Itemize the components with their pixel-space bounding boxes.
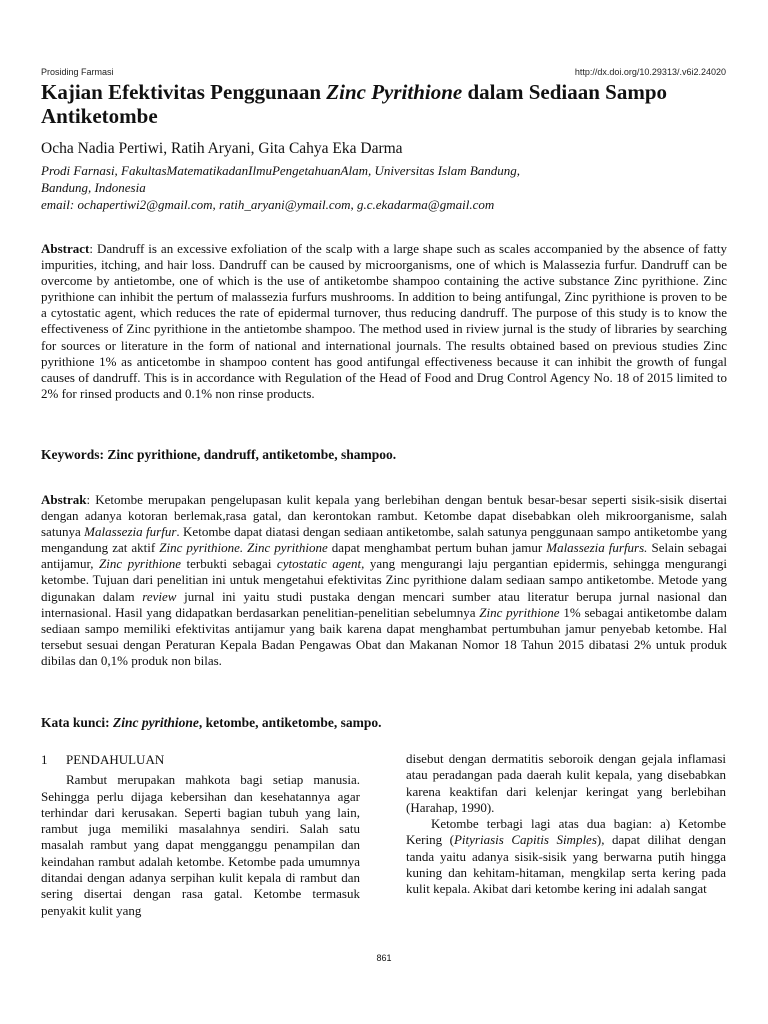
paper-title: Kajian Efektivitas Penggunaan Zinc Pyrithione dalam Sediaan Sampo Antiketombe — [41, 80, 668, 128]
page-number: 861 — [376, 953, 392, 963]
affiliation-city: Bandung, Indonesia — [41, 180, 146, 195]
abstract-indonesian: Abstrak: Ketombe merupakan pengelupasan kulit kepala yang berlebihan dengan bentuk besar-besar seperti sisik-sisik disertai dengan adanya kotoran berlemak,rasa gatal, dan kerontokan rambut. Ketombe dapat disebabkan oleh mikroorganisme, salah satunya Malassezia furfur. Ketombe dapat diatasi dengan sediaan antiketombe, salah satunya penggunaan sampo antiketombe yang mengandung zat aktif Zinc pyrithione. Zinc pyrithione dapat menghambat pertum buhan jamur Malassezia furfurs. Selain sebagai antijamur, Zinc pyrithione terbukti sebagai cytostatic agent, yang mengurangi laju pergantian epidermis, sehingga mengurangi ketombe. Tujuan dari penelitian ini untuk mengetahui efektivitas Zinc pyrithione dalam sediaan sampo antiketombe. Metode yang digunakan dalam review jurnal ini yaitu studi pustaka dengan mencari sumber atau literatur berupa jurnal nasional dan internasional. Hasil yang didapatkan berdasarkan penelitian-penelitian sebelumnya Zinc pyrithione 1% sebagai antiketombe dalam sediaan sampo memiliki efektivitas antijamur yang baik karena dapat menghambat pertumbuhan jamur penyebab ketombe. Hal tersebut sesuai dengan Peraturan Kepala Badan Pengawas Obat dan Makanan Nomor 18 Tahun 2015 dibatasi 2% untuk produk dibilas dan 0,1% produk non bilas. — [41, 492, 728, 668]
left-column — [41, 752, 360, 919]
abstract-english: Abstract: Dandruff is an excessive exfoliation of the scalp with a large shape such as scales accompanied by the absence of fatty impurities, itching, and hair loss. Dandruff can be caused by microorganisms, one of which is Malassezia furfur. Dandruff can be overcome by antietombe, one of which is the use of antiketombe shampoo containing the active substance Zinc pyrithione. Zinc pyrithione can inhibit the pertum of malassezia furfurs mushrooms. In addition to being antifungal, Zinc pyrithione is proven to be a cytostatic agent, which reduces the rate of epidermal turnover, thus reducing dandruff. The purpose of this study is to know the effectiveness of Zinc pyrithione in the antietombe shampoo. The method used in riview jurnal is the study of libraries by searching for sources or literature in the form of national and international journals. The results obtained based on previous studies Zinc pyrithione 1% as anticetombe in shampoo content has good antifungal effectiveness because it can inhibit the growth of fungal causes of dandruff. This is in accordance with Regulation of the Head of Food and Drug Control Agency No. 18 of 2015 limited to 2% for rinsed products and 0.1% non rinse products. — [41, 241, 727, 401]
right-column — [406, 751, 726, 898]
journal-name: Prosiding Farmasi — [41, 67, 114, 77]
section-heading — [41, 752, 360, 768]
paragraph: Rambut merupakan mahkota bagi setiap manusia. Sehingga perlu dijaga kebersihan dan kesehatannya agar terhindar dari kerusakan. Seperti bagian tubuh yang lain, rambut juga memiliki masalahnya sendiri. Salah satu masalah rambut yang dapat mengganggu penampilan dan keindahan rambut adalah ketombe. Ketombe pada umumnya ditandai dengan adanya serpihan kulit kepala di rambut dan sering disertai dengan rasa gatal. Ketombe termasuk penyakit kulit yang — [41, 772, 360, 918]
keywords-english: Keywords: Zinc pyrithione, dandruff, antiketombe, shampoo. — [41, 447, 397, 462]
doi-link[interactable]: http://dx.doi.org/10.29313/.v6i2.24020 — [574, 67, 726, 77]
abstrak-label: Abstrak — [41, 492, 87, 507]
paragraph: disebut dengan dermatitis seboroik dengan gejala inflamasi atau peradangan pada daerah kulit kepala, yang disebabkan karena keaktifan dari kelenjar keringat yang berlebihan (Harahap, 1990). — [406, 751, 726, 815]
author-emails: email: ochapertiwi2@gmail.com, ratih_aryani@ymail.com, g.c.ekadarma@gmail.com — [41, 197, 495, 212]
authors: Ocha Nadia Pertiwi, Ratih Aryani, Gita Cahya Eka Darma — [41, 140, 403, 157]
affiliation — [41, 162, 731, 213]
abstract-label: Abstract — [41, 241, 90, 256]
section-number: 1 — [41, 752, 48, 767]
section-title: PENDAHULUAN — [66, 752, 165, 767]
paragraph: Ketombe terbagi lagi atas dua bagian: a) Ketombe Kering (Pityriasis Capitis Simples), dapat dilihat dengan tanda yaitu adanya sisik-sisik yang berwarna putih hingga kuning dan kehitam-hitaman, mengkilap serta kering pada kulit kepala. Akibat dari ketombe kering ini adalah sangat — [406, 816, 726, 897]
affiliation-line: Prodi Farnasi, FakultasMatematikadanIlmuPengetahuanAlam, Universitas Islam Bandung, — [41, 163, 521, 178]
running-header — [41, 67, 726, 77]
keywords-indonesian: Kata kunci: Zinc pyrithione, ketombe, antiketombe, sampo. — [41, 715, 382, 730]
